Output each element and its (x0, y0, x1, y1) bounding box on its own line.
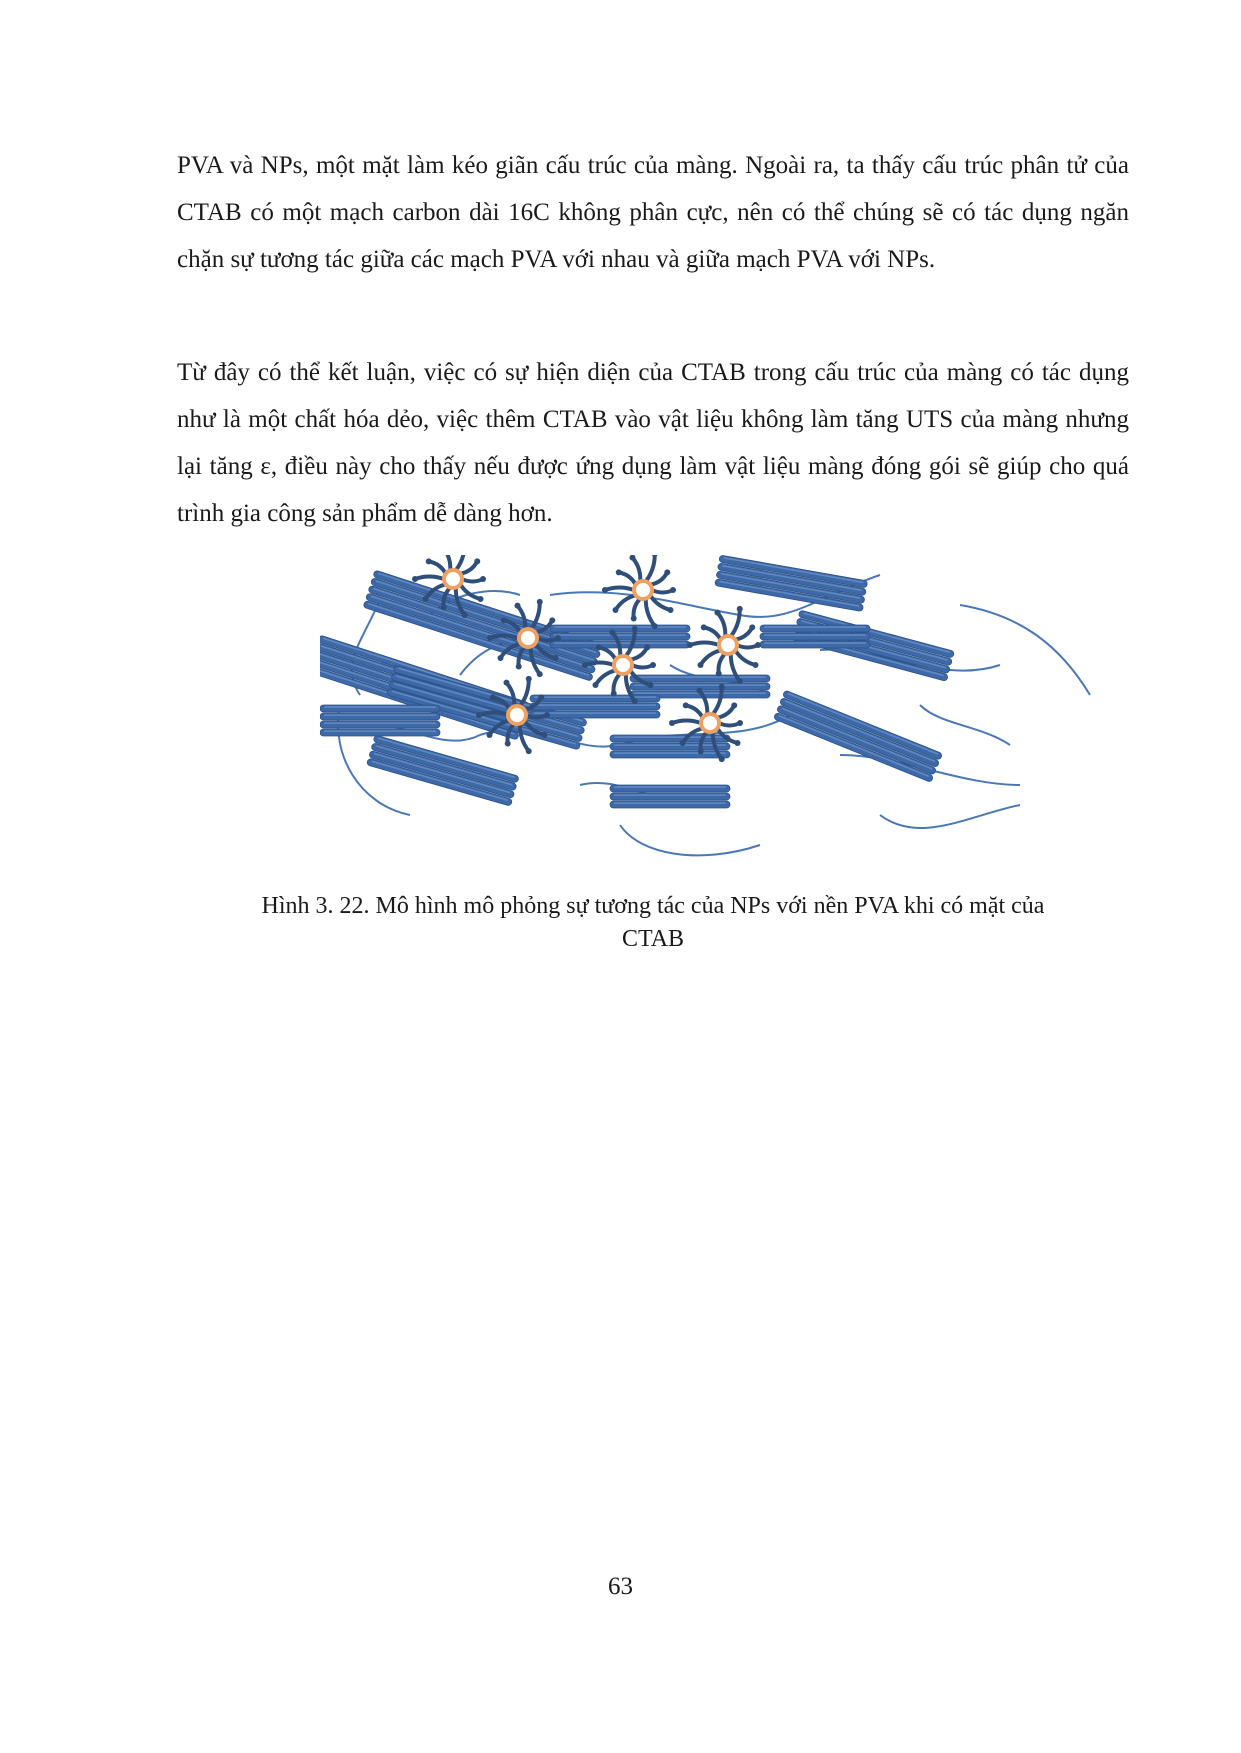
ctab-head (422, 596, 428, 602)
ctab-head (462, 612, 468, 618)
ctab-tail (630, 647, 647, 659)
pva-chain-highlight (634, 676, 766, 678)
pva-chain (320, 713, 440, 720)
np-core (719, 636, 737, 654)
pva-chain-highlight (324, 714, 436, 716)
pva-chain (760, 641, 870, 648)
ctab-head (549, 617, 555, 623)
ctab-tail (613, 674, 620, 694)
ctab-head (516, 664, 522, 670)
ctab-head (553, 655, 559, 661)
ctab-head (474, 558, 480, 564)
ctab-head (698, 749, 704, 755)
pva-chain (610, 793, 730, 800)
pva-chain-highlight (634, 684, 766, 686)
pva-chain (610, 785, 730, 792)
pva-chain-highlight (614, 752, 726, 754)
ctab-head (602, 587, 608, 593)
ctab-head (749, 624, 755, 630)
figure-pva-np-ctab-model (320, 555, 1100, 880)
ctab-head (687, 642, 693, 648)
link-line-10 (620, 825, 760, 855)
pva-chain-highlight (764, 626, 866, 628)
np-core (614, 656, 632, 674)
ctab-tail (650, 572, 667, 584)
ctab-tail (619, 572, 636, 584)
ctab-head (537, 671, 543, 677)
ctab-tail (632, 665, 653, 668)
ctab-head (735, 740, 741, 746)
ctab-head (542, 732, 548, 738)
pva-chain (550, 625, 690, 632)
ctab-head (501, 617, 507, 623)
pva-chain-highlight (373, 588, 594, 661)
ctab-head (526, 748, 532, 754)
ctab-head (679, 740, 685, 746)
np-core (519, 629, 537, 647)
ctab-tail (737, 645, 758, 648)
pva-bundle-3 (715, 555, 868, 612)
ctab-head (503, 680, 509, 686)
ctab-head (737, 678, 743, 684)
ctab-head (476, 712, 482, 718)
ctab-head (719, 684, 725, 690)
ctab-head (731, 702, 737, 708)
pva-chain-highlight (534, 704, 656, 706)
pva-chain (320, 721, 440, 728)
pva-chain (320, 705, 440, 712)
ctab-tail (718, 654, 725, 674)
body-paragraph-1: PVA và NPs, một mặt làm kéo giãn cấu trúc của màng. Ngoài ra, ta thấy cấu trúc phân tử của CTAB có một mạch carbon dài 16C không phân cực, nên có thể chúng sẽ có tác dụng ngăn chặn sự tương tác giữa các mạch PVA với nhau và giữa mạch PVA với NPs. (177, 152, 1129, 273)
ctab-head (514, 603, 520, 609)
ctab-head (596, 644, 602, 650)
ctab-tail (415, 577, 444, 580)
page-number: 63 (608, 1573, 633, 1600)
ctab-head (632, 698, 638, 704)
pva-chain-highlight (614, 736, 726, 738)
np-core (634, 581, 652, 599)
link-line-15 (920, 705, 1010, 745)
ctab-head (490, 694, 496, 700)
ctab-tail (646, 599, 655, 627)
pva-chain-highlight (614, 786, 726, 788)
ctab-tail (605, 588, 634, 591)
ctab-tail (632, 558, 640, 582)
pva-chain-highlight (324, 722, 436, 724)
ctab-head (644, 644, 650, 650)
ctab-head (592, 682, 598, 688)
ctab-head (412, 576, 418, 582)
ctab-head (526, 676, 532, 682)
ctab-head (683, 702, 689, 708)
pva-chain (550, 633, 690, 640)
np-core (508, 706, 526, 724)
pva-chain-highlight (782, 708, 933, 770)
ctab-head (652, 623, 658, 629)
ctab-head (737, 720, 743, 726)
ctab-head (697, 662, 703, 668)
np-core (701, 714, 719, 732)
ctab-head (737, 606, 743, 612)
ctab-head (714, 610, 720, 616)
ctab-head (755, 642, 761, 648)
ctab-head (664, 569, 670, 575)
pva-bundle-8 (366, 735, 519, 806)
ctab-tail (686, 705, 703, 717)
link-line-7 (960, 605, 1090, 695)
ctab-head (487, 635, 493, 641)
ctab-tail (672, 721, 701, 724)
figure-caption (177, 890, 1129, 956)
ctab-head (426, 558, 432, 564)
ctab-head (538, 694, 544, 700)
ctab-head (478, 596, 484, 602)
ctab-head (716, 671, 722, 677)
pva-chain (760, 625, 870, 632)
pva-chain-highlight (324, 706, 436, 708)
ctab-head (652, 555, 658, 557)
pva-chain-highlight (614, 794, 726, 796)
ctab-tail (652, 590, 673, 593)
ctab-head (582, 662, 588, 668)
ctab-tail (717, 613, 725, 637)
ctab-head (631, 616, 637, 622)
ctab-head (616, 569, 622, 575)
ctab-tail (585, 663, 614, 666)
pva-chain (630, 675, 770, 682)
ctab-head (669, 720, 675, 726)
pva-chain (530, 703, 660, 710)
ctab-head (609, 630, 615, 636)
pva-chain-highlight (324, 730, 436, 732)
ctab-tail (719, 723, 740, 726)
pva-chain-highlight (614, 744, 726, 746)
pva-bundle-12 (610, 785, 730, 808)
ctab-head (632, 626, 638, 632)
ctab-tail (462, 579, 483, 582)
figure-caption-line-1: Hình 3. 22. Mô hình mô phỏng sự tương tác của NPs với nền PVA khi có mặt của (261, 893, 1045, 919)
ctab-head (701, 624, 707, 630)
ctab-tail (735, 627, 752, 639)
pva-chain (760, 633, 870, 640)
ctab-np-1 (602, 555, 676, 629)
pva-chain (320, 729, 440, 736)
ctab-head (486, 732, 492, 738)
ctab-head (441, 605, 447, 611)
pva-bundle-10 (773, 690, 942, 782)
pva-chain-highlight (764, 634, 866, 636)
ctab-head (555, 635, 561, 641)
ctab-head (753, 662, 759, 668)
ctab-head (537, 599, 543, 605)
ctab-head (668, 607, 674, 613)
ctab-tail (646, 555, 655, 581)
pva-chain-highlight (534, 696, 656, 698)
pva-chain (610, 743, 730, 750)
ctab-np-3 (687, 606, 761, 684)
ctab-head (505, 741, 511, 747)
ctab-tail (690, 643, 719, 646)
link-line-11 (880, 805, 1020, 828)
ctab-tail (460, 561, 477, 573)
np-core (444, 570, 462, 588)
pva-chain-highlight (554, 634, 686, 636)
ctab-head (497, 655, 503, 661)
ctab-head (480, 576, 486, 582)
ctab-tail (704, 627, 721, 639)
body-paragraph-2: Từ đây có thể kết luận, việc có sự hiện diện của CTAB trong cấu trúc của màng có tác dụng như là một chất hóa dẻo, việc thêm CTAB vào vật liệu không làm tăng UTS của màng nhưng lại tăng ε, điều này cho thấy nếu được ứng dụng làm vật liệu màng đóng gói sẽ giúp cho quá trình gia công sản phẩm dễ dàng hơn. (177, 359, 1129, 527)
ctab-head (544, 712, 550, 718)
pva-chain (530, 695, 660, 702)
ctab-tail (633, 599, 640, 619)
pva-chain-highlight (534, 712, 656, 714)
ctab-tail (717, 705, 734, 717)
ctab-tail (735, 650, 755, 665)
ctab-head (650, 662, 656, 668)
pva-bundle-13 (760, 625, 870, 648)
model-illustration (320, 555, 1100, 880)
ctab-tail (650, 595, 670, 610)
pva-chain-highlight (614, 802, 726, 804)
ctab-head (611, 691, 617, 697)
pva-chain-highlight (554, 626, 686, 628)
ctab-head (612, 607, 618, 613)
figure-caption-line-2: CTAB (621, 926, 685, 952)
ctab-head (648, 682, 654, 688)
ctab-tail (429, 561, 446, 573)
ctab-tail (599, 647, 616, 659)
ctab-head (719, 756, 725, 762)
ctab-head (696, 688, 702, 694)
ctab-tail (456, 555, 465, 570)
pva-chain (610, 751, 730, 758)
ctab-head (670, 587, 676, 593)
pva-chain (610, 801, 730, 808)
pva-chain-highlight (764, 642, 866, 644)
